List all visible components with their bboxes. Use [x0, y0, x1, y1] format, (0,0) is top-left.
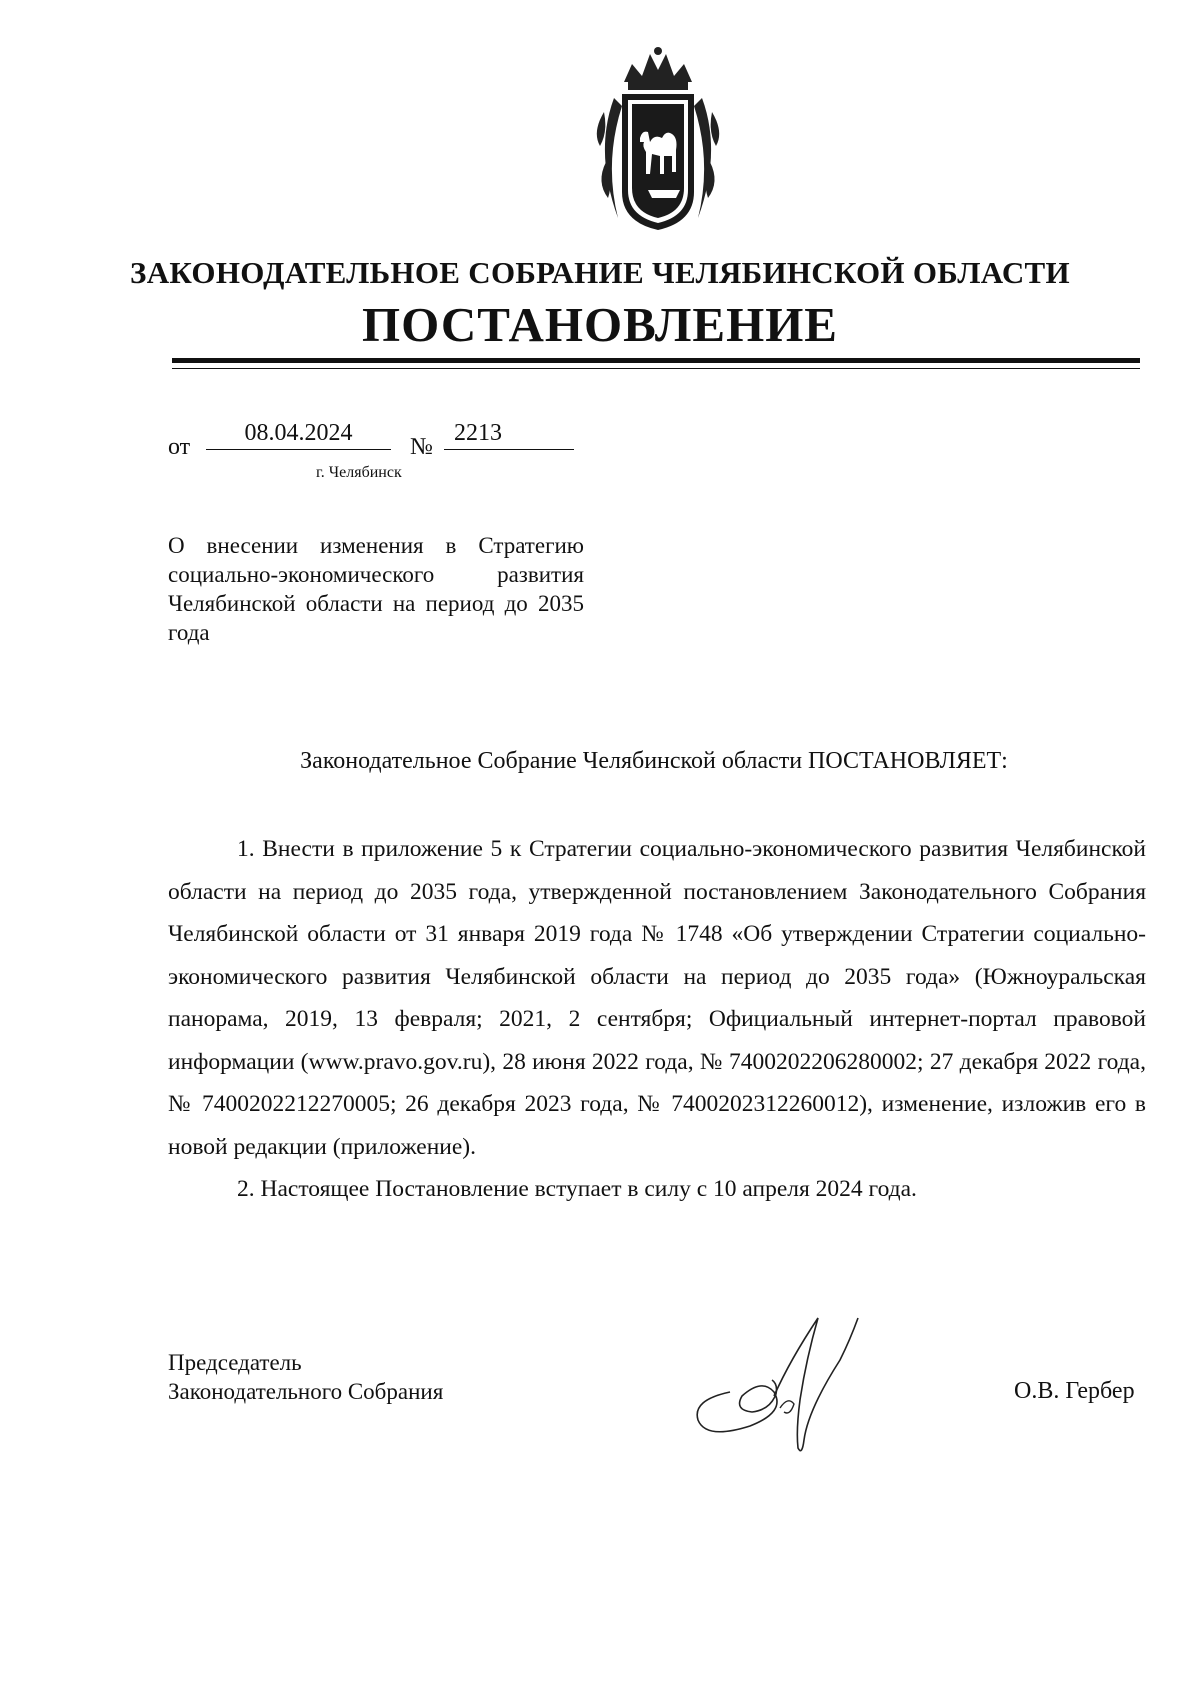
signer-position-line-2: Законодательного Собрания — [168, 1379, 444, 1404]
preamble: Законодательное Собрание Челябинской области ПОСТАНОВЛЯЕТ: — [300, 748, 1008, 774]
header-divider-thin — [172, 368, 1140, 369]
document-subject: О внесении изменения в Стратегию социально-экономического развития Челябинской области на период до 2035 года — [168, 533, 584, 645]
document-city: г. Челябинск — [316, 464, 402, 481]
signer-position-line-1: Председатель — [168, 1350, 302, 1375]
date-label: от — [168, 434, 191, 460]
handwritten-signature-icon — [690, 1300, 890, 1460]
paragraph-1: 1. Внести в приложение 5 к Стратегии социально-экономического развития Челябинской области на период до 2035 года, утвержденной постановлением Законодательного Собрания Челябинской области от 31 января 2019 года № 1748 «Об утверждении Стратегии социально-экономического развития Челябинской области на период до 2035 года» (Южноуральская панорама, 2019, 13 февраля; 2021, 2 сентября; Официальный интернет-портал правовой информации (www.pravo.gov.ru), 28 июня 2022 года, № 7400202206280002; 27 декабря 2022 года, № 7400202212270005; 26 декабря 2023 года, № 7400202312260012), изменение, изложив его в новой редакции (приложение). — [168, 836, 1146, 1160]
coat-of-arms-icon — [584, 42, 732, 238]
signer-name: О.В. Гербер — [1014, 1378, 1135, 1404]
header-divider-thick — [172, 358, 1140, 363]
organization-name: ЗАКОНОДАТЕЛЬНОЕ СОБРАНИЕ ЧЕЛЯБИНСКОЙ ОБЛАСТИ — [130, 255, 1070, 290]
document-body — [168, 828, 1146, 1211]
document-date: 08.04.2024 — [206, 420, 391, 450]
number-label: № — [410, 434, 433, 460]
document-requisites — [168, 420, 588, 480]
paragraph-2: 2. Настоящее Постановление вступает в силу с 10 апреля 2024 года. — [237, 1176, 917, 1202]
signer-position — [168, 1348, 443, 1406]
document-number: 2213 — [444, 420, 574, 450]
document-type-title: ПОСТАНОВЛЕНИЕ — [362, 297, 838, 352]
